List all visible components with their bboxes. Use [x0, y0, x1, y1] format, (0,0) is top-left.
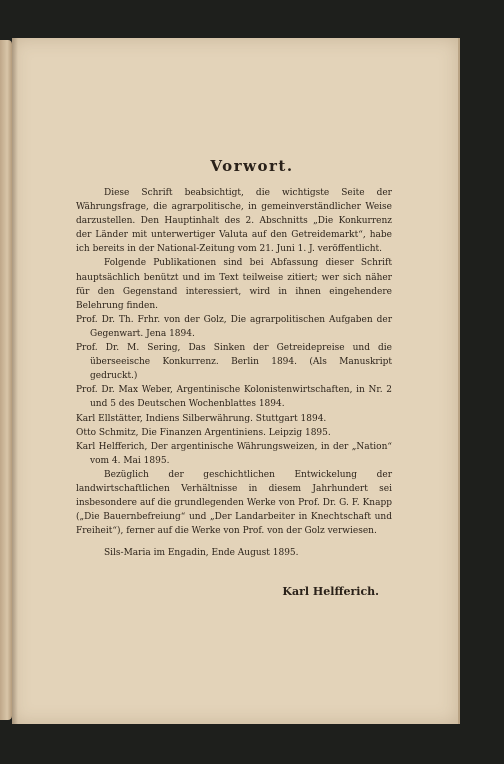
paragraph-intro: Diese Schrift beabsichtigt, die wichtigste Seite der Währungsfrage, die agrarpolitische, in gemeinverständlicher Weise darzustellen. Den Hauptinhalt des 2. Abschnitts „Die Konkurrenz der Länder mit unterwertiger Valuta auf den Getreidemarkt“, habe ich bereits in der National-Zeitung vom 21. Juni 1. J. veröffentlicht. — [76, 188, 392, 255]
page-fold-shadow — [12, 38, 18, 724]
publication-item: Prof. Dr. Max Weber, Argentinische Kolonistenwirtschaften, in Nr. 2 und 5 des Deutschen Wochenblattes 1894. — [76, 385, 392, 410]
author-signature: Karl Helfferich. — [282, 585, 379, 598]
page-heading: Vorwort. — [210, 157, 294, 175]
book-spine-edge — [0, 40, 12, 720]
paragraph-publications-intro: Folgende Publikationen sind bei Abfassung dieser Schrift hauptsächlich benützt und im Text teilweise zitiert; wer sich näher für den Gegenstand interessiert, wird in ihnen eingehendere Belehrung finden. — [76, 258, 392, 311]
publication-item: Karl Helfferich, Der argentinische Währungsweizen, in der „Nation“ vom 4. Mai 1895. — [76, 441, 392, 466]
publication-item: Otto Schmitz, Die Finanzen Argentiniens. Leipzig 1895. — [76, 427, 331, 438]
publication-item: Prof. Dr. Th. Frhr. von der Golz, Die agrarpolitischen Aufgaben der Gegenwart. Jena 1894. — [76, 314, 392, 339]
paragraph-closing: Bezüglich der geschichtlichen Entwickelung der landwirtschaftlichen Verhältnisse in diesem Jahrhundert sei insbesondere auf die grundlegenden Werke von Prof. Dr. G. F. Knapp („Die Bauernbefreiung“ und „Der Landarbeiter in Knechtschaft und Freiheit“), ferner auf die Werke von Prof. von der Golz verwiesen. — [76, 469, 392, 537]
publication-item: Prof. Dr. M. Sering, Das Sinken der Getreidepreise und die überseeische Konkurrenz. Berlin 1894. (Als Manuskript gedruckt.) — [76, 343, 392, 382]
body-text — [76, 186, 392, 560]
publication-item: Karl Ellstätter, Indiens Silberwährung. Stuttgart 1894. — [76, 413, 327, 424]
place-and-date: Sils-Maria im Engadin, Ende August 1895. — [104, 548, 299, 559]
